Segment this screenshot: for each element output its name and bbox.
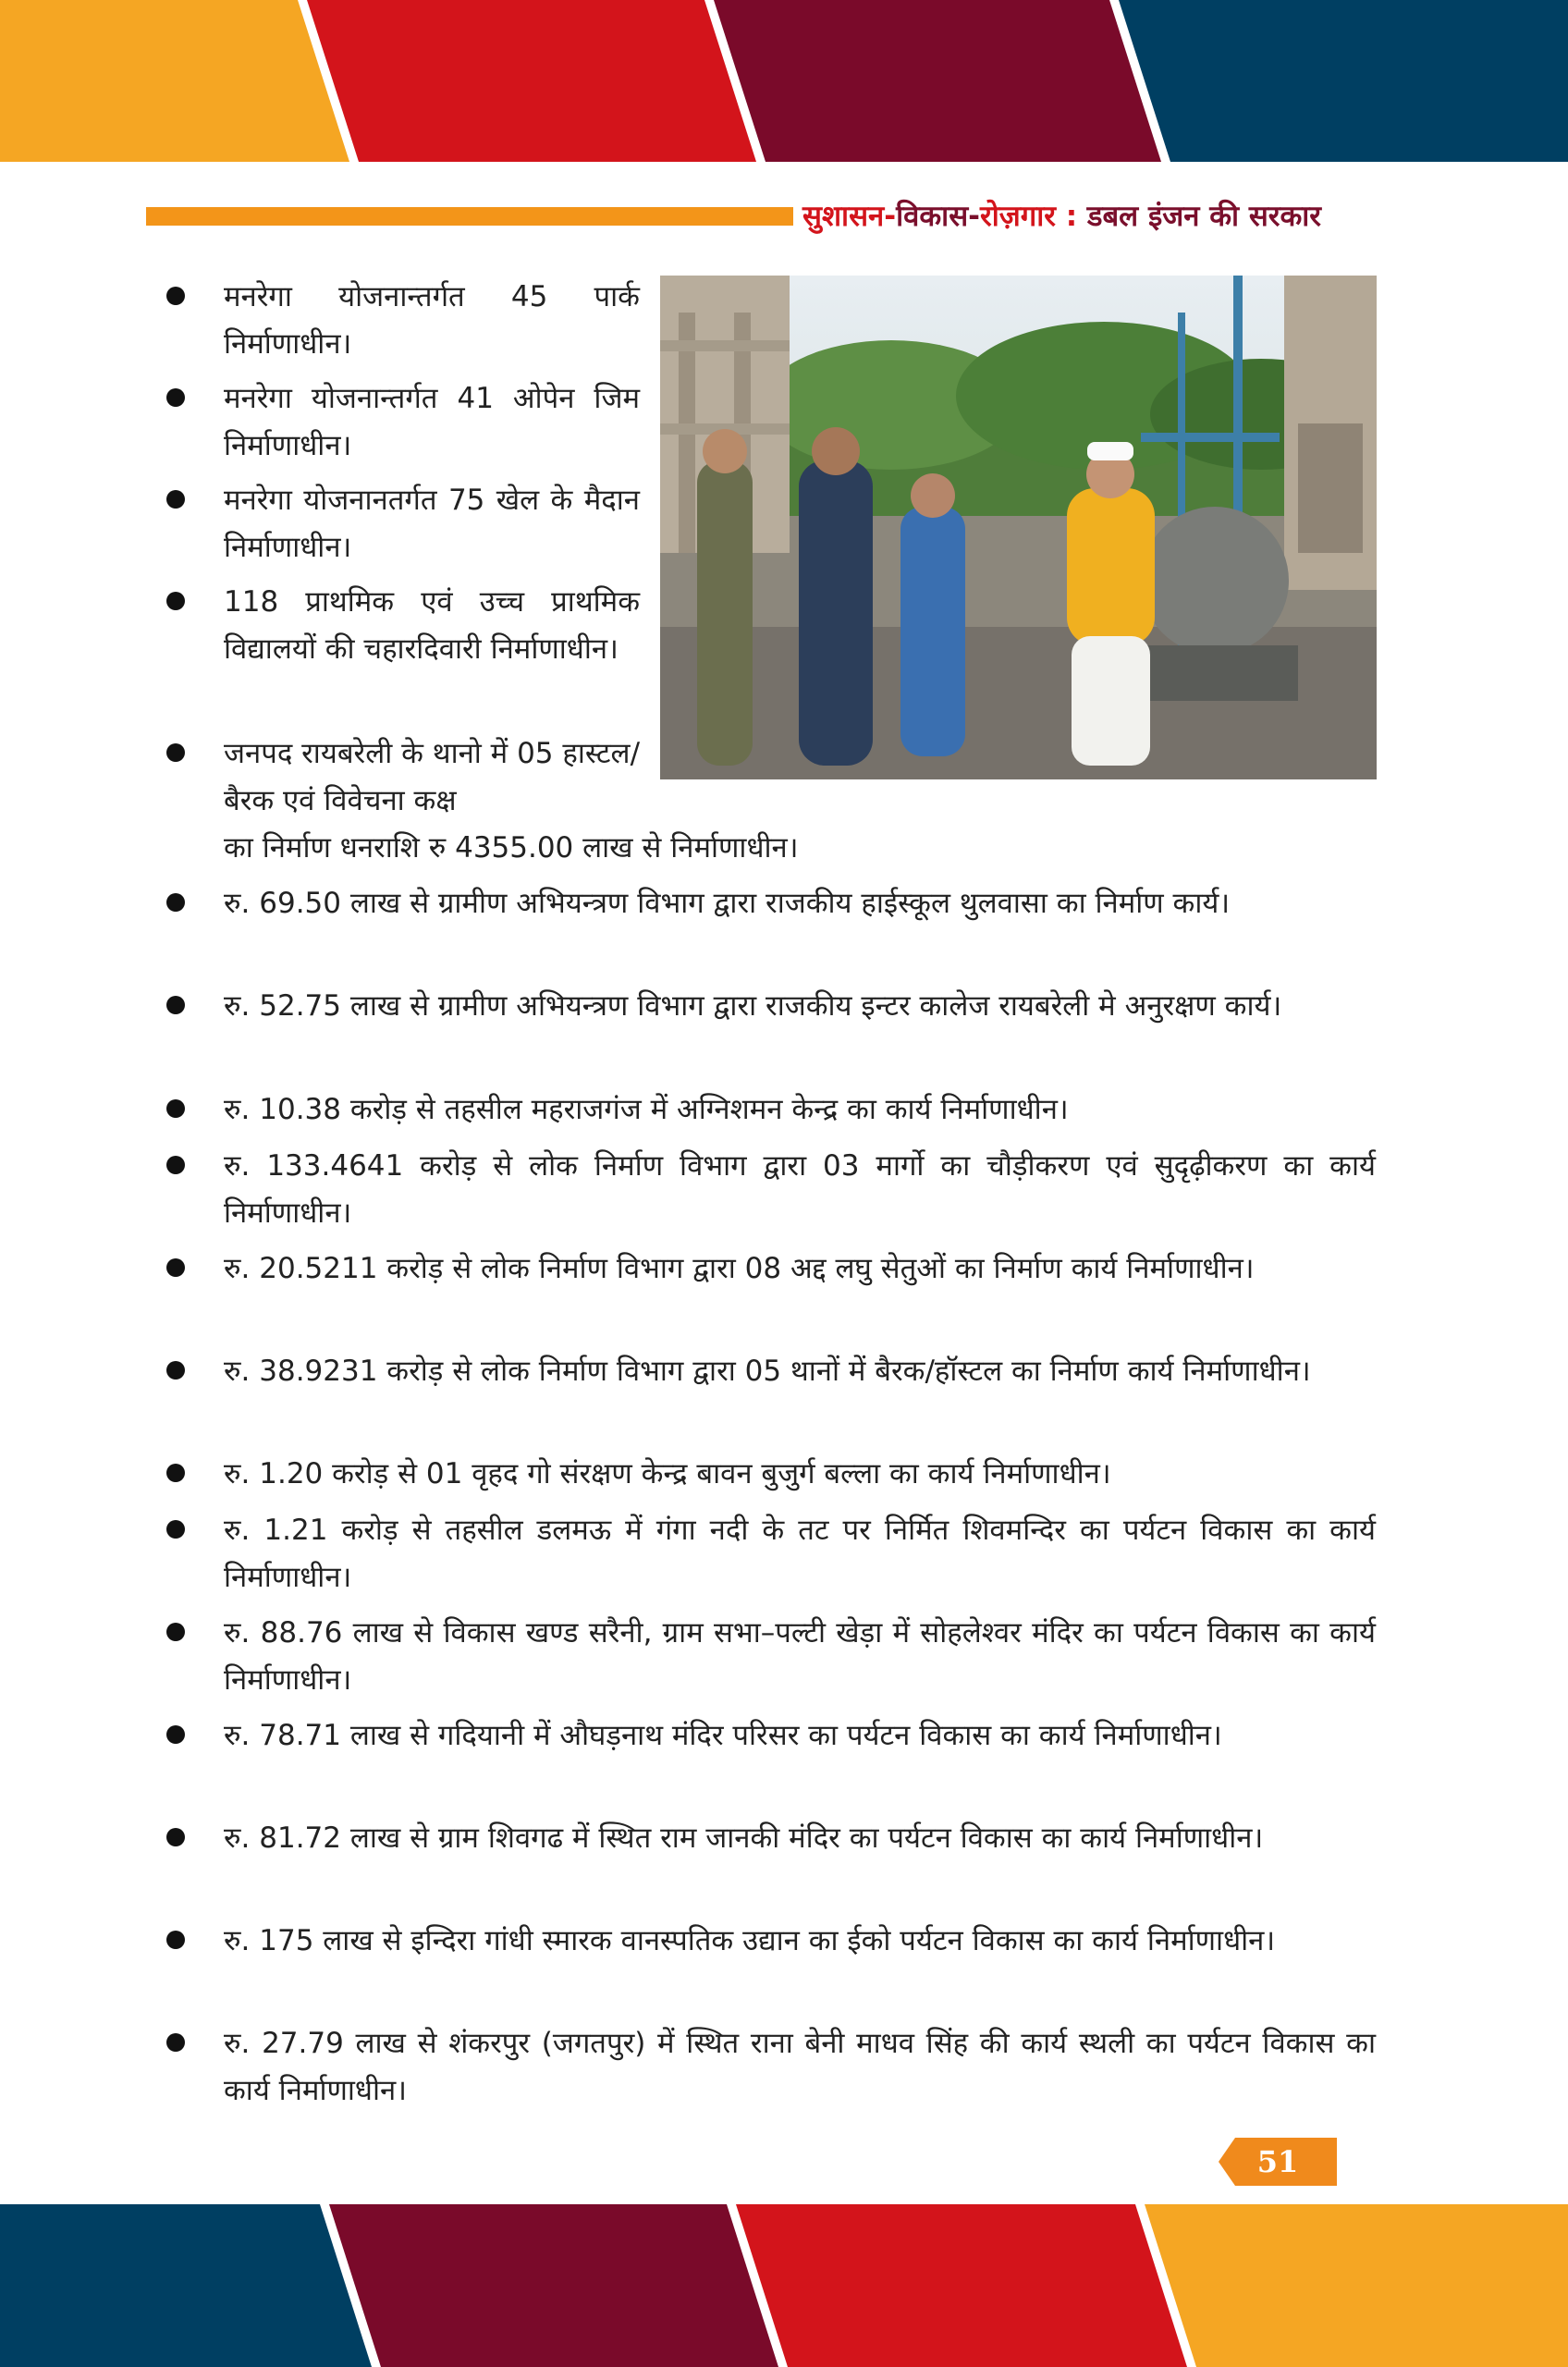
bullet-icon [166, 996, 185, 1014]
list-item [224, 1348, 1376, 1395]
bullet-icon [166, 1464, 185, 1482]
list-item [224, 1086, 1376, 1134]
list-item [224, 375, 640, 470]
bullet-icon [166, 287, 185, 305]
list-item-text: मनरेगा योजनान्तर्गत 41 ओपेन जिम निर्माणाधीन। [224, 382, 640, 462]
list-item-text: का निर्माण धनराशि रु 4355.00 लाख से निर्माणाधीन। [224, 831, 799, 865]
bullet-icon [166, 1828, 185, 1846]
list-item [224, 1815, 1376, 1862]
list-item-text: रु. 175 लाख से इन्दिरा गांधी स्मारक वानस्पतिक उद्यान का ईको पर्यटन विकास का कार्य निर्माणाधीन। [224, 1924, 1276, 1957]
list-item-text: रु. 133.4641 करोड़ से लोक निर्माण विभाग द्वारा 03 मार्गो का चौड़ीकरण एवं सुदृढ़ीकरण का कार्य निर्माणाधीन। [224, 1149, 1376, 1230]
list-item-text: रु. 1.20 करोड़ से 01 वृहद गो संरक्षण केन्द्र बावन बुजुर्ग बल्ला का कार्य निर्माणाधीन। [224, 1457, 1111, 1490]
list-item-text: मनरेगा योजनानतर्गत 75 खेल के मैदान निर्माणाधीन। [224, 484, 640, 564]
list-item [224, 730, 640, 825]
bullet-icon [166, 1258, 185, 1277]
list-item [224, 1143, 1376, 1237]
list-item-text: रु. 81.72 लाख से ग्राम शिवगढ में स्थित राम जानकी मंदिर का पर्यटन विकास का कार्य निर्माणाधीन। [224, 1821, 1264, 1855]
list-item [224, 1507, 1376, 1601]
list-item-text: रु. 88.76 लाख से विकास खण्ड सरैनी, ग्राम सभा–पल्टी खेड़ा में सोहलेश्वर मंदिर का पर्यटन विकास का कार्य निर्माणाधीन। [224, 1616, 1376, 1697]
header-title-part-2: विकास- [896, 200, 981, 233]
page-number: 51 [1256, 2144, 1299, 2179]
bullet-icon [166, 893, 185, 912]
list-item-text: 118 प्राथमिक एवं उच्च प्राथमिक विद्यालयों की चहारदिवारी निर्माणाधीन। [224, 585, 640, 666]
bottom-color-band [0, 2204, 1568, 2367]
bullet-icon [166, 743, 185, 762]
list-item-text: रु. 20.5211 करोड़ से लोक निर्माण विभाग द्वारा 08 अद्द लघु सेतुओं का निर्माण कार्य निर्माणाधीन। [224, 1252, 1255, 1285]
bullet-icon [166, 388, 185, 407]
header-title-part-3: रोज़गार : [980, 200, 1087, 233]
list-item [224, 2020, 1376, 2115]
list-item-text: रु. 1.21 करोड़ से तहसील डलमऊ में गंगा नदी के तट पर निर्मित शिवमन्दिर का पर्यटन विकास का कार्य निर्माणाधीन। [224, 1514, 1376, 1594]
top-color-band [0, 0, 1568, 162]
header-title-part-1: सुशासन- [802, 200, 897, 233]
list-item-text: रु. 78.71 लाख से गदियानी में औघड़नाथ मंदिर परिसर का पर्यटन विकास का कार्य निर्माणाधीन। [224, 1719, 1222, 1752]
header-title [802, 198, 1357, 235]
inspection-photo [660, 276, 1377, 779]
bullet-icon [166, 1099, 185, 1118]
list-item [224, 983, 1376, 1030]
list-item [224, 1918, 1376, 1965]
bullet-icon [166, 490, 185, 509]
list-item-text: रु. 69.50 लाख से ग्रामीण अभियन्त्रण विभाग द्वारा राजकीय हाईस्कूल थुलवासा का निर्माण कार्य। [224, 887, 1231, 920]
bullet-icon [166, 2033, 185, 2052]
list-item-text: रु. 27.79 लाख से शंकरपुर (जगतपुर) में स्थित राना बेनी माधव सिंह की कार्य स्थली का पर्यटन विकास का कार्य निर्माणाधीन। [224, 2027, 1376, 2107]
list-item [224, 1245, 1376, 1293]
bullet-icon [166, 1156, 185, 1174]
list-item [224, 880, 1376, 927]
list-item [224, 274, 640, 368]
bullet-icon [166, 592, 185, 610]
list-item [224, 1451, 1376, 1498]
bullet-icon [166, 1623, 185, 1641]
photo-inspection-scene-icon [660, 276, 1377, 779]
list-item-text: मनरेगा योजनान्तर्गत 45 पार्क निर्माणाधीन। [224, 280, 640, 361]
bullet-icon [166, 1361, 185, 1380]
list-item-continuation [224, 825, 1376, 872]
bullet-icon [166, 1520, 185, 1539]
list-item [224, 477, 640, 571]
list-item-text: रु. 38.9231 करोड़ से लोक निर्माण विभाग द्वारा 05 थानों में बैरक/हॉस्टल का निर्माण कार्य निर्माणाधीन। [224, 1355, 1311, 1388]
list-item [224, 1610, 1376, 1704]
list-item [224, 579, 640, 673]
list-item [224, 1712, 1376, 1760]
bullet-icon [166, 1725, 185, 1744]
bullet-icon [166, 1931, 185, 1949]
header-orange-rule [146, 207, 793, 226]
list-item-text: रु. 10.38 करोड़ से तहसील महराजगंज में अग्निशमन केन्द्र का कार्य निर्माणाधीन। [224, 1093, 1069, 1126]
list-item-text: रु. 52.75 लाख से ग्रामीण अभियन्त्रण विभाग द्वारा राजकीय इन्टर कालेज रायबरेली मे अनुरक्षण कार्य। [224, 989, 1282, 1023]
header-title-part-4: डबल इंजन की सरकार [1086, 200, 1321, 233]
list-item-text: जनपद रायबरेली के थानो में 05 हास्टल/बैरक एवं विवेचना कक्ष [224, 737, 641, 817]
